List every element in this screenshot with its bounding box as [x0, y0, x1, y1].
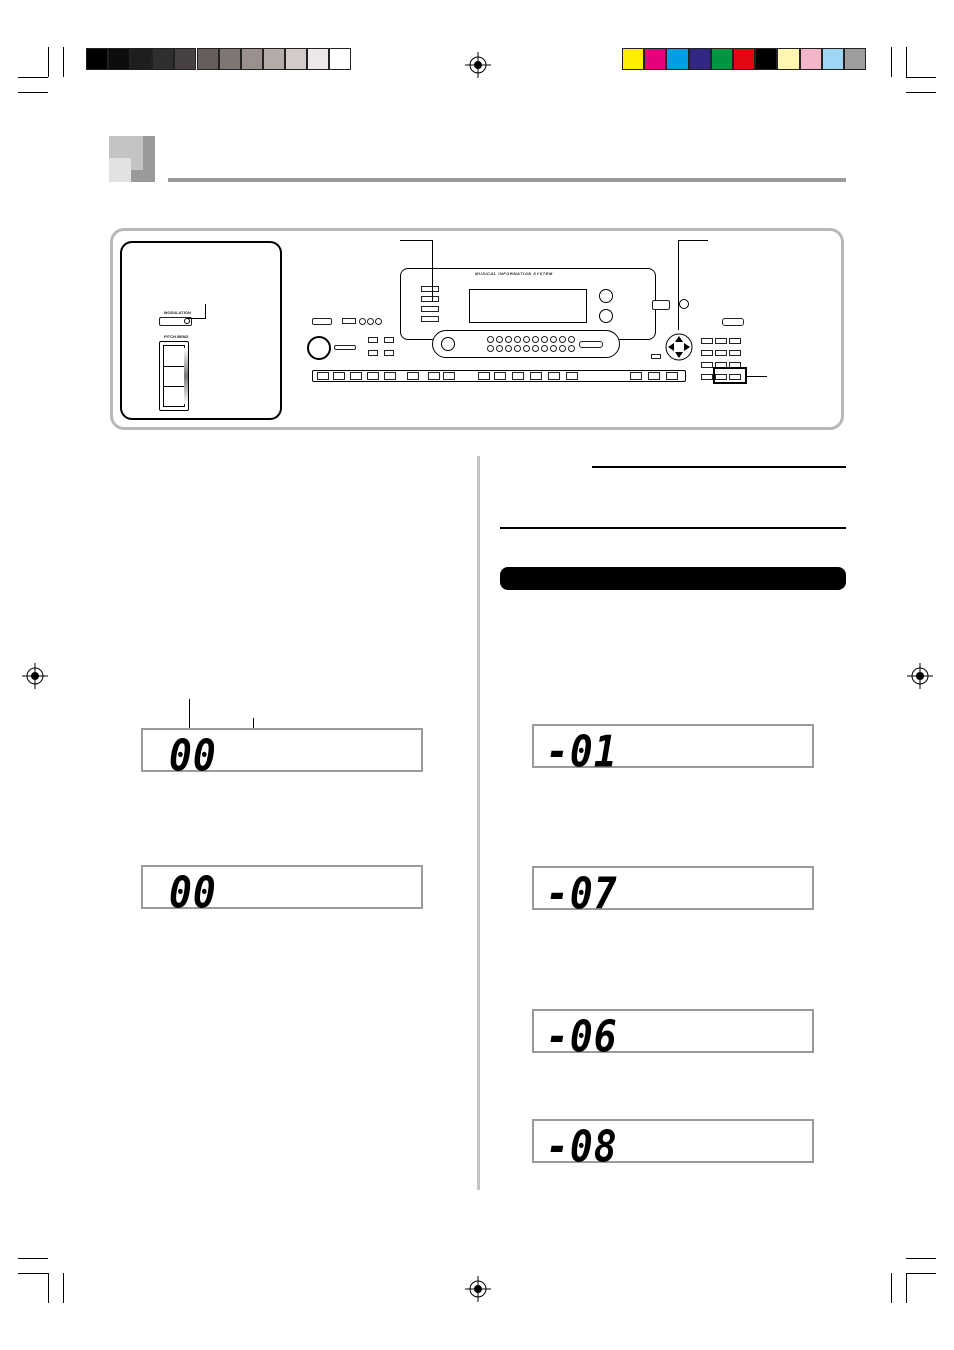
panel-key-icon [532, 336, 539, 343]
callout-line [747, 376, 767, 377]
lcd-readout: -07 [546, 868, 618, 919]
crop-mark [906, 77, 936, 78]
section-rule-short [592, 466, 846, 468]
panel-key-icon [541, 345, 548, 352]
number-key-icon [729, 350, 741, 356]
pitch-bend-inset [120, 241, 282, 420]
panel-button-icon [428, 372, 440, 380]
color-swatch [733, 48, 755, 70]
panel-button-icon [494, 372, 506, 380]
panel-button-icon [367, 372, 379, 380]
registration-mark-icon [465, 52, 491, 78]
lcd-readout: -06 [546, 1011, 618, 1062]
grayscale-swatch [86, 48, 108, 70]
callout-line [678, 240, 679, 330]
lcd-display [532, 724, 814, 777]
crop-mark [906, 47, 907, 77]
panel-key-icon [505, 345, 512, 352]
highlight-box [713, 367, 747, 384]
color-swatch [644, 48, 666, 70]
color-swatch [666, 48, 688, 70]
grayscale-swatch [241, 48, 263, 70]
pitch-bend-wheel-housing [159, 341, 189, 411]
color-swatch [711, 48, 733, 70]
callout-line [205, 304, 206, 319]
panel-key-icon [487, 336, 494, 343]
panel-key-icon [550, 345, 557, 352]
panel-key-icon [505, 336, 512, 343]
color-swatch [622, 48, 644, 70]
panel-button-icon [443, 372, 455, 380]
lcd-readout: 00 [169, 867, 217, 918]
crop-mark [63, 47, 64, 77]
lcd-readout: -08 [546, 1121, 618, 1172]
callout-line [400, 240, 432, 241]
section-rule [500, 527, 846, 529]
number-key-icon [701, 374, 713, 380]
number-key-icon [715, 338, 727, 344]
panel-button-icon [512, 372, 524, 380]
cursor-pad-icon [664, 332, 694, 362]
panel-key-icon [523, 336, 530, 343]
panel-button-icon [566, 372, 578, 380]
number-key-icon [701, 350, 713, 356]
panel-button-icon [350, 372, 362, 380]
panel-key-icon [523, 345, 530, 352]
panel-key-icon [514, 336, 521, 343]
grayscale-swatch [307, 48, 329, 70]
modulation-label: MODULATION [164, 310, 191, 315]
registration-mark-icon [907, 663, 933, 689]
lcd-display [532, 1119, 814, 1172]
crop-mark [906, 1258, 936, 1259]
grayscale-swatch [285, 48, 307, 70]
panel-key-icon [532, 345, 539, 352]
header-square-icon [109, 136, 155, 182]
lcd-readout: -01 [546, 726, 618, 777]
grayscale-swatch [197, 48, 219, 70]
grayscale-swatch [174, 48, 196, 70]
lcd-display [141, 865, 423, 918]
crop-mark [906, 1273, 936, 1274]
callout-line [187, 318, 205, 319]
pitch-bend-wheel [184, 348, 188, 404]
panel-button-icon [317, 372, 329, 380]
volume-knob-icon [307, 336, 331, 360]
grayscale-swatch [263, 48, 285, 70]
crop-mark [891, 1273, 892, 1303]
callout-line [432, 240, 433, 302]
panel-key-icon [568, 345, 575, 352]
song-bank-area [432, 330, 620, 358]
registration-mark-icon [465, 1276, 491, 1302]
panel-button-icon [630, 372, 642, 380]
lcd-readout: 00 [169, 730, 217, 781]
panel-key-icon [541, 336, 548, 343]
panel-key-icon [559, 345, 566, 352]
lcd-display [532, 1009, 814, 1062]
panel-button-icon [548, 372, 560, 380]
grayscale-swatch [219, 48, 241, 70]
callout-line [678, 240, 708, 241]
number-key-icon [701, 362, 713, 368]
panel-button-icon [648, 372, 660, 380]
crop-mark [891, 47, 892, 77]
column-divider [477, 456, 480, 1190]
color-swatch [755, 48, 777, 70]
lcd-display [141, 728, 423, 781]
panel-key-icon [496, 336, 503, 343]
lcd-window [469, 289, 587, 323]
grayscale-swatch [152, 48, 174, 70]
crop-mark [18, 1273, 48, 1274]
panel-key-icon [496, 345, 503, 352]
crop-mark [906, 1273, 907, 1303]
crop-mark [906, 92, 936, 93]
panel-button-icon [407, 372, 419, 380]
crop-mark [18, 1258, 48, 1259]
panel-button-icon [530, 372, 542, 380]
crop-mark [18, 77, 48, 78]
header-rule [168, 178, 846, 182]
panel-key-icon [559, 336, 566, 343]
panel-button-icon [666, 372, 678, 380]
grayscale-swatch [130, 48, 152, 70]
panel-button-icon [384, 372, 396, 380]
color-swatch [777, 48, 799, 70]
crop-mark [18, 92, 48, 93]
color-swatch [689, 48, 711, 70]
logo-text: MUSICAL INFORMATION SYSTEM [475, 271, 553, 276]
crop-mark [63, 1273, 64, 1303]
grayscale-swatch [108, 48, 130, 70]
color-swatch [800, 48, 822, 70]
number-key-icon [729, 338, 741, 344]
panel-key-icon [514, 345, 521, 352]
color-swatch [844, 48, 866, 70]
panel-key-icon [568, 336, 575, 343]
pitch-bend-label: PITCH BEND [164, 334, 189, 339]
number-key-icon [701, 338, 713, 344]
registration-mark-icon [22, 663, 48, 689]
color-swatch [822, 48, 844, 70]
lcd-display [532, 866, 814, 919]
panel-key-icon [487, 345, 494, 352]
panel-button-icon [333, 372, 345, 380]
grayscale-swatch [329, 48, 351, 70]
crop-mark [48, 1273, 49, 1303]
panel-button-icon [478, 372, 490, 380]
procedure-bar [500, 567, 846, 590]
number-key-icon [715, 350, 727, 356]
crop-mark [48, 47, 49, 77]
panel-key-icon [550, 336, 557, 343]
